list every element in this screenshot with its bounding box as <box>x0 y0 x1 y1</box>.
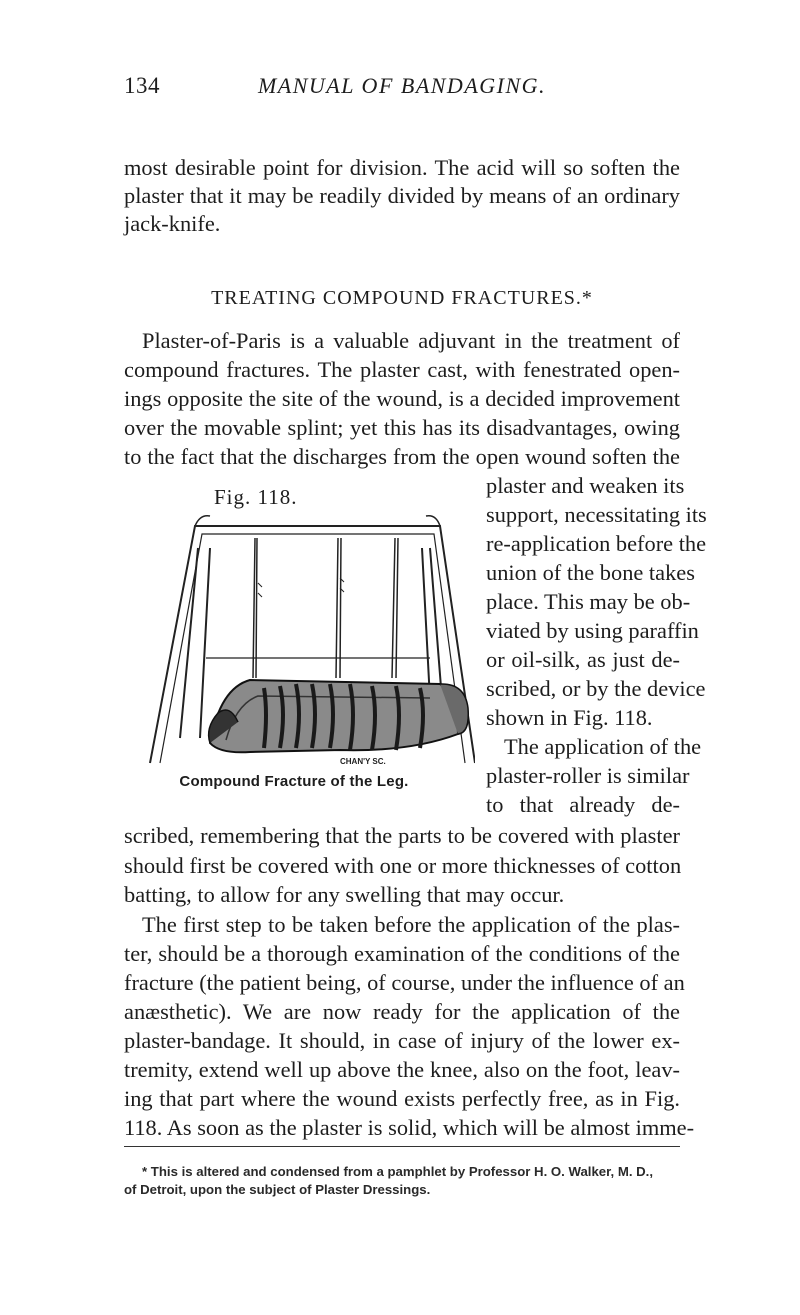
fracture-suspension-illustration <box>140 508 475 770</box>
text-line: fracture (the patient being, of course, under the influence of an <box>124 970 685 995</box>
text-line: plaster that it may be readily divided by means of an ordinary <box>124 183 680 208</box>
text-line: most desirable point for division. The acid will so soften the <box>124 155 680 180</box>
text-line: The first step to be taken before the application of the plas- <box>142 912 680 937</box>
bandaged-leg <box>209 680 469 752</box>
text-line: to that already de- <box>486 792 680 817</box>
text-line: batting, to allow for any swelling that may occur. <box>124 882 565 907</box>
text-line: re-application before the <box>486 531 707 556</box>
text-line: should first be covered with one or more thicknesses of cotton <box>124 853 682 878</box>
text-line: over the movable splint; yet this has its disadvantages, owing <box>124 415 680 440</box>
text-line: anæsthetic). We are now ready for the application of the <box>124 999 680 1024</box>
page-number: 134 <box>124 73 160 98</box>
text-line: Plaster-of-Paris is a valuable adjuvant in the treatment of <box>142 328 680 353</box>
text-line: support, necessitating its <box>486 502 707 527</box>
text-line: or oil-silk, as just de- <box>486 647 680 672</box>
text-line: plaster-roller is similar <box>486 763 690 788</box>
text-line: scribed, or by the device <box>486 676 706 701</box>
text-line: ing that part where the wound exists perfectly free, as in Fig. <box>124 1086 680 1111</box>
footnote-line: of Detroit, upon the subject of Plaster Dressings. <box>124 1182 431 1197</box>
engraver-mark: CHAN'Y SC. <box>340 757 386 766</box>
text-line: ter, should be a thorough examination of the conditions of the <box>124 941 680 966</box>
figure-label: Fig. 118. <box>214 485 298 509</box>
text-line: The application of the <box>504 734 702 759</box>
footnote-line: * This is altered and condensed from a pamphlet by Professor H. O. Walker, M. D., <box>142 1164 654 1179</box>
text-line: 118. As soon as the plaster is solid, which will be almost imme- <box>124 1115 695 1140</box>
text-line: shown in Fig. 118. <box>486 705 653 730</box>
section-heading: TREATING COMPOUND FRACTURES.* <box>211 287 593 309</box>
figure-caption: Compound Fracture of the Leg. <box>179 773 409 790</box>
text-line: place. This may be ob- <box>486 589 691 614</box>
text-line: plaster-bandage. It should, in case of injury of the lower ex- <box>124 1028 680 1053</box>
text-line: compound fractures. The plaster cast, with fenestrated open- <box>124 357 680 382</box>
text-line: tremity, extend well up above the knee, also on the foot, leav- <box>124 1057 680 1082</box>
text-line: scribed, remembering that the parts to be covered with plaster <box>124 823 680 848</box>
text-line: viated by using paraffin <box>486 618 699 643</box>
text-line: to the fact that the discharges from the open wound soften the <box>124 444 680 469</box>
text-line: ings opposite the site of the wound, is a decided improvement <box>124 386 680 411</box>
text-line: jack-knife. <box>124 211 221 236</box>
running-head <box>124 73 680 113</box>
text-line: plaster and weaken its <box>486 473 685 498</box>
text-line: union of the bone takes <box>486 560 695 585</box>
footnote-rule <box>124 1146 680 1147</box>
book-title: MANUAL OF BANDAGING. <box>257 73 547 98</box>
